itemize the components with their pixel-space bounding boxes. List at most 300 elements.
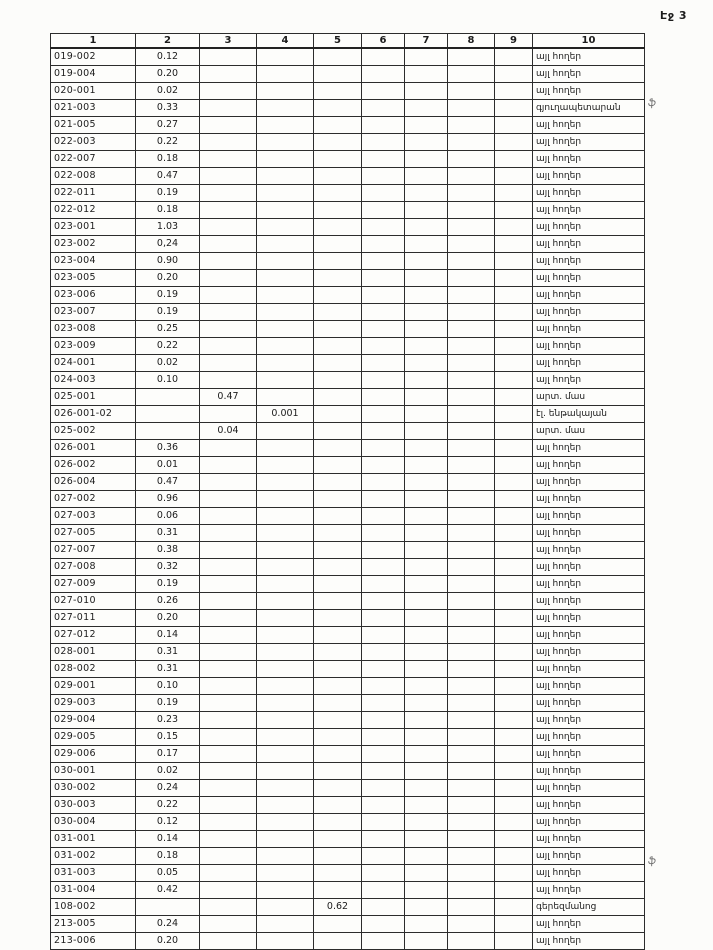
cell-col6-value [362,167,405,184]
cell-code: 029-006 [51,745,136,762]
cell-col4-value [257,745,314,762]
table-row [51,677,645,694]
cell-col8-value [448,541,495,558]
cell-code: 027-009 [51,575,136,592]
cell-area: 0.38 [136,541,200,558]
cell-col3-value [200,660,257,677]
cell-col3-value [200,354,257,371]
cell-col9-value [495,388,533,405]
cell-area: 0.31 [136,643,200,660]
cell-col3-value [200,745,257,762]
cell-area: 0.42 [136,881,200,898]
cell-col8-value [448,167,495,184]
cell-code: 031-004 [51,881,136,898]
cell-col4-value [257,490,314,507]
cell-col4-value [257,133,314,150]
cell-col8-value [448,456,495,473]
table-row [51,439,645,456]
cell-area: 0.19 [136,184,200,201]
cell-col8-value [448,575,495,592]
cell-col3-value [200,405,257,422]
cell-col5-value [314,320,362,337]
cell-col6-value [362,592,405,609]
cell-col7-value [405,881,448,898]
table-row [51,541,645,558]
cell-code: 022-011 [51,184,136,201]
cell-col6-value [362,48,405,66]
table-row [51,371,645,388]
cell-col5-value [314,405,362,422]
cell-col4-value [257,48,314,66]
cell-land-type: այլ հողեր [533,558,645,575]
cell-code: 108-002 [51,898,136,915]
cell-col7-value [405,575,448,592]
cell-col3-value [200,847,257,864]
cell-area: 0.27 [136,116,200,133]
cell-col8-value [448,320,495,337]
table-row [51,915,645,932]
cell-col3-value [200,201,257,218]
cell-col6-value [362,745,405,762]
cell-col9-value [495,439,533,456]
cell-col3-value [200,864,257,881]
cell-col6-value [362,779,405,796]
cell-col5-value [314,745,362,762]
cell-col5-value [314,201,362,218]
cell-code: 027-012 [51,626,136,643]
cell-col5-value [314,354,362,371]
cell-area: 0.23 [136,711,200,728]
cell-col8-value [448,422,495,439]
cell-col7-value [405,813,448,830]
cell-col7-value [405,507,448,524]
cell-code: 022-008 [51,167,136,184]
cell-col9-value [495,303,533,320]
cell-col8-value [448,405,495,422]
cell-col7-value [405,388,448,405]
cell-col6-value [362,201,405,218]
cell-code: 026-004 [51,473,136,490]
cell-col6-value [362,728,405,745]
cell-col5-value [314,813,362,830]
cell-col4-value [257,762,314,779]
table-row [51,524,645,541]
cell-col8-value [448,643,495,660]
cell-col8-value [448,269,495,286]
cell-col3-value [200,643,257,660]
cell-col7-value [405,728,448,745]
cell-col7-value [405,371,448,388]
cell-col6-value [362,762,405,779]
cell-col4-value [257,830,314,847]
cell-col9-value [495,201,533,218]
table-row [51,694,645,711]
cell-area: 0,24 [136,235,200,252]
cell-land-type: այլ հողեր [533,490,645,507]
cell-area: 0.12 [136,48,200,66]
cell-area: 0.01 [136,456,200,473]
cell-area [136,405,200,422]
cell-col8-value [448,184,495,201]
cell-col5-value [314,575,362,592]
cell-col6-value [362,881,405,898]
cell-col9-value [495,99,533,116]
cell-col4-value [257,354,314,371]
table-row [51,218,645,235]
cell-col3-value [200,813,257,830]
cell-area: 0.24 [136,779,200,796]
cell-col8-value [448,252,495,269]
cell-col5-value [314,711,362,728]
cell-area: 0.17 [136,745,200,762]
cell-col9-value [495,915,533,932]
table-row [51,609,645,626]
cell-area: 0.06 [136,507,200,524]
cell-col6-value [362,507,405,524]
cell-col5-value [314,796,362,813]
cell-area: 0.31 [136,660,200,677]
table-row [51,932,645,949]
cell-col4-value [257,864,314,881]
cell-col7-value [405,745,448,762]
cell-area: 0.02 [136,354,200,371]
cell-col3-value [200,524,257,541]
cell-land-type: այլ հողեր [533,932,645,949]
cell-area: 0.20 [136,932,200,949]
cell-col4-value [257,711,314,728]
cell-land-type: արտ. մաս [533,422,645,439]
column-header-4: 4 [257,34,314,48]
cell-col7-value [405,303,448,320]
cell-col5-value [314,728,362,745]
table-row [51,48,645,66]
cell-col6-value [362,473,405,490]
cell-col7-value [405,711,448,728]
cell-col3-value: 0.47 [200,388,257,405]
cell-land-type: այլ հողեր [533,728,645,745]
cell-col4-value [257,388,314,405]
cell-col7-value [405,116,448,133]
cell-col5-value [314,48,362,66]
cell-col7-value [405,932,448,949]
cell-col6-value [362,235,405,252]
cell-col4-value [257,235,314,252]
cell-col9-value [495,694,533,711]
cell-col8-value [448,286,495,303]
cell-land-type: այլ հողեր [533,456,645,473]
cell-col3-value [200,507,257,524]
cell-code: 022-007 [51,150,136,167]
cell-land-type: այլ հողեր [533,303,645,320]
table-row [51,116,645,133]
table-row [51,660,645,677]
cell-col7-value [405,133,448,150]
table-row [51,898,645,915]
cell-code: 023-002 [51,235,136,252]
cell-col3-value [200,116,257,133]
cell-col3-value [200,167,257,184]
cell-col5-value [314,864,362,881]
column-header-1: 1 [51,34,136,48]
cell-col9-value [495,609,533,626]
cell-col9-value [495,541,533,558]
cell-col4-value [257,439,314,456]
cell-col8-value [448,558,495,575]
cell-col5-value [314,881,362,898]
cell-area: 0.14 [136,830,200,847]
cell-col3-value [200,711,257,728]
cell-col6-value [362,337,405,354]
cell-col3-value [200,677,257,694]
cell-col6-value [362,660,405,677]
cell-col5-value [314,439,362,456]
cell-land-type: այլ հողեր [533,371,645,388]
cell-col6-value [362,932,405,949]
cell-land-type: այլ հողեր [533,235,645,252]
cell-col9-value [495,167,533,184]
cell-col7-value [405,898,448,915]
cell-col7-value [405,405,448,422]
cell-col3-value [200,99,257,116]
cell-col6-value [362,558,405,575]
table-row [51,167,645,184]
cell-code: 023-009 [51,337,136,354]
cell-area: 0.18 [136,847,200,864]
cell-col8-value [448,218,495,235]
cell-col4-value [257,201,314,218]
cell-col7-value [405,915,448,932]
cell-col8-value [448,694,495,711]
cell-col6-value [362,847,405,864]
cell-code: 027-011 [51,609,136,626]
cell-col6-value [362,303,405,320]
cell-area: 0.02 [136,82,200,99]
cell-land-type: այլ հողեր [533,65,645,82]
cell-col5-value [314,609,362,626]
cell-col5-value [314,167,362,184]
cell-col7-value [405,99,448,116]
cell-area: 0.10 [136,677,200,694]
cell-col9-value [495,660,533,677]
cell-col8-value [448,813,495,830]
table-row [51,847,645,864]
cell-land-type: այլ հողեր [533,252,645,269]
cell-col5-value [314,490,362,507]
cell-col5-value [314,65,362,82]
cell-col7-value [405,48,448,66]
cell-col5-value [314,643,362,660]
cell-land-type: այլ հողեր [533,677,645,694]
cell-code: 031-001 [51,830,136,847]
cell-code: 023-004 [51,252,136,269]
cell-col3-value [200,762,257,779]
cell-col9-value [495,524,533,541]
cell-col5-value [314,269,362,286]
cell-land-type: այլ հողեր [533,48,645,66]
cell-col9-value [495,881,533,898]
cell-col7-value [405,473,448,490]
cell-col5-value [314,116,362,133]
cell-area: 0.19 [136,286,200,303]
table-row [51,643,645,660]
cell-col4-value [257,167,314,184]
cell-land-type: այլ հողեր [533,320,645,337]
cell-code: 019-002 [51,48,136,66]
cell-land-type: էլ. ենթակայան [533,405,645,422]
cell-area [136,422,200,439]
cell-col8-value [448,745,495,762]
table-row [51,184,645,201]
cell-col8-value [448,201,495,218]
cell-col6-value [362,286,405,303]
table-row [51,830,645,847]
cell-col4-value [257,728,314,745]
cell-col3-value [200,609,257,626]
table-row [51,320,645,337]
cell-col8-value [448,507,495,524]
cell-col7-value [405,150,448,167]
table-row [51,813,645,830]
cell-land-type: այլ հողեր [533,694,645,711]
cell-col8-value [448,830,495,847]
cell-col6-value [362,320,405,337]
cell-col4-value: 0.001 [257,405,314,422]
cell-col5-value [314,847,362,864]
cell-col6-value [362,218,405,235]
cell-area [136,388,200,405]
cell-col9-value [495,745,533,762]
cell-code: 025-002 [51,422,136,439]
cell-code: 028-002 [51,660,136,677]
cell-col8-value [448,99,495,116]
column-header-7: 7 [405,34,448,48]
column-header-10: 10 [533,34,645,48]
cell-col6-value [362,830,405,847]
cell-col3-value [200,150,257,167]
cell-area: 0.47 [136,473,200,490]
cell-col6-value [362,626,405,643]
cell-land-type: այլ հողեր [533,286,645,303]
cell-land-type: այլ հողեր [533,218,645,235]
cell-col3-value [200,575,257,592]
cell-col4-value [257,65,314,82]
cell-code: 030-003 [51,796,136,813]
cell-code: 022-012 [51,201,136,218]
cell-area: 0.24 [136,915,200,932]
cell-col4-value [257,320,314,337]
cell-col4-value [257,575,314,592]
table-row [51,252,645,269]
cell-col6-value [362,99,405,116]
cell-land-type: այլ հողեր [533,626,645,643]
table-row [51,728,645,745]
cell-col6-value [362,643,405,660]
cell-area: 0.36 [136,439,200,456]
cell-col9-value [495,320,533,337]
cell-col5-value [314,524,362,541]
cell-col4-value [257,541,314,558]
cell-code: 030-004 [51,813,136,830]
table-row [51,864,645,881]
cell-col6-value [362,439,405,456]
cell-col6-value [362,524,405,541]
cell-col7-value [405,439,448,456]
cell-col9-value [495,133,533,150]
cell-col9-value [495,490,533,507]
cell-col9-value [495,354,533,371]
cell-col7-value [405,609,448,626]
column-header-2: 2 [136,34,200,48]
cell-col4-value [257,915,314,932]
handwritten-margin-mark: ֆ [647,855,657,868]
table-row [51,354,645,371]
cell-col9-value [495,575,533,592]
cell-area: 0.20 [136,609,200,626]
cell-col4-value [257,660,314,677]
cell-col3-value [200,558,257,575]
cell-land-type: այլ հողեր [533,711,645,728]
cell-col8-value [448,82,495,99]
cell-col9-value [495,507,533,524]
cell-code: 029-003 [51,694,136,711]
cell-col7-value [405,626,448,643]
cell-col3-value [200,490,257,507]
cell-col7-value [405,694,448,711]
cell-area: 0.20 [136,65,200,82]
cell-area: 0.10 [136,371,200,388]
cell-code: 213-005 [51,915,136,932]
cell-col6-value [362,456,405,473]
cell-code: 027-005 [51,524,136,541]
cell-col9-value [495,150,533,167]
cell-col3-value [200,82,257,99]
cell-col6-value [362,388,405,405]
cell-area: 0.96 [136,490,200,507]
table-row [51,796,645,813]
cell-col8-value [448,626,495,643]
cell-area: 0.25 [136,320,200,337]
cell-col3-value [200,269,257,286]
cell-col6-value [362,354,405,371]
cell-col7-value [405,65,448,82]
cell-col3-value [200,626,257,643]
table-row [51,99,645,116]
cell-col5-value [314,660,362,677]
cell-area: 0.18 [136,201,200,218]
cell-area: 0.02 [136,762,200,779]
cell-col9-value [495,779,533,796]
cell-code: 026-002 [51,456,136,473]
cell-area: 0.47 [136,167,200,184]
cell-col6-value [362,422,405,439]
cell-col9-value [495,48,533,66]
cell-code: 027-003 [51,507,136,524]
cell-col4-value [257,643,314,660]
cell-col7-value [405,337,448,354]
cell-col7-value [405,201,448,218]
cell-code: 030-001 [51,762,136,779]
cell-land-type: այլ հողեր [533,524,645,541]
cell-col4-value [257,99,314,116]
cell-col8-value [448,337,495,354]
cell-col9-value [495,813,533,830]
cell-col3-value [200,932,257,949]
cell-land-type: այլ հողեր [533,133,645,150]
cell-col7-value [405,864,448,881]
cell-land-type: այլ հողեր [533,184,645,201]
cell-col9-value [495,592,533,609]
cell-col6-value [362,116,405,133]
